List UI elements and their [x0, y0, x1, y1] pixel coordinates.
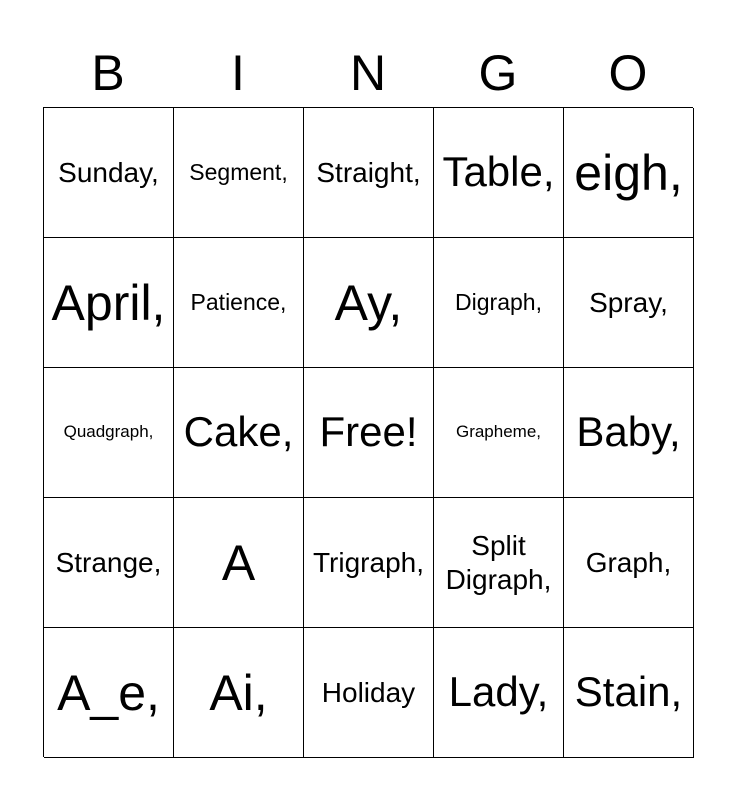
bingo-cell[interactable]: A: [174, 498, 304, 628]
header-letter-o: O: [608, 45, 648, 101]
header-letter-i: I: [231, 45, 245, 101]
bingo-cell[interactable]: Strange,: [44, 498, 174, 628]
bingo-cell[interactable]: Sunday,: [44, 108, 174, 238]
bingo-cell[interactable]: Holiday: [304, 628, 434, 758]
bingo-cell[interactable]: Patience,: [174, 238, 304, 368]
bingo-cell[interactable]: Quadgraph,: [44, 368, 174, 498]
header-letter-b: B: [91, 45, 125, 101]
bingo-cell[interactable]: Table,: [434, 108, 564, 238]
bingo-header: [43, 40, 693, 106]
bingo-cell[interactable]: Cake,: [174, 368, 304, 498]
bingo-cell[interactable]: Segment,: [174, 108, 304, 238]
bingo-board: [43, 107, 693, 757]
bingo-cell[interactable]: Stain,: [564, 628, 694, 758]
bingo-cell[interactable]: eigh,: [564, 108, 694, 238]
bingo-cell[interactable]: Trigraph,: [304, 498, 434, 628]
bingo-cell[interactable]: Ai,: [174, 628, 304, 758]
bingo-cell[interactable]: Grapheme,: [434, 368, 564, 498]
bingo-cell[interactable]: Straight,: [304, 108, 434, 238]
bingo-cell[interactable]: Digraph,: [434, 238, 564, 368]
bingo-cell[interactable]: Graph,: [564, 498, 694, 628]
bingo-cell[interactable]: Baby,: [564, 368, 694, 498]
bingo-cell[interactable]: Spray,: [564, 238, 694, 368]
free-space-cell[interactable]: Free!: [304, 368, 434, 498]
bingo-cell[interactable]: April,: [44, 238, 174, 368]
bingo-cell[interactable]: Lady,: [434, 628, 564, 758]
bingo-cell[interactable]: Ay,: [304, 238, 434, 368]
header-letter-g: G: [478, 45, 518, 101]
bingo-cell[interactable]: A_e,: [44, 628, 174, 758]
bingo-cell[interactable]: Split Digraph,: [434, 498, 564, 628]
header-letter-n: N: [349, 45, 387, 101]
